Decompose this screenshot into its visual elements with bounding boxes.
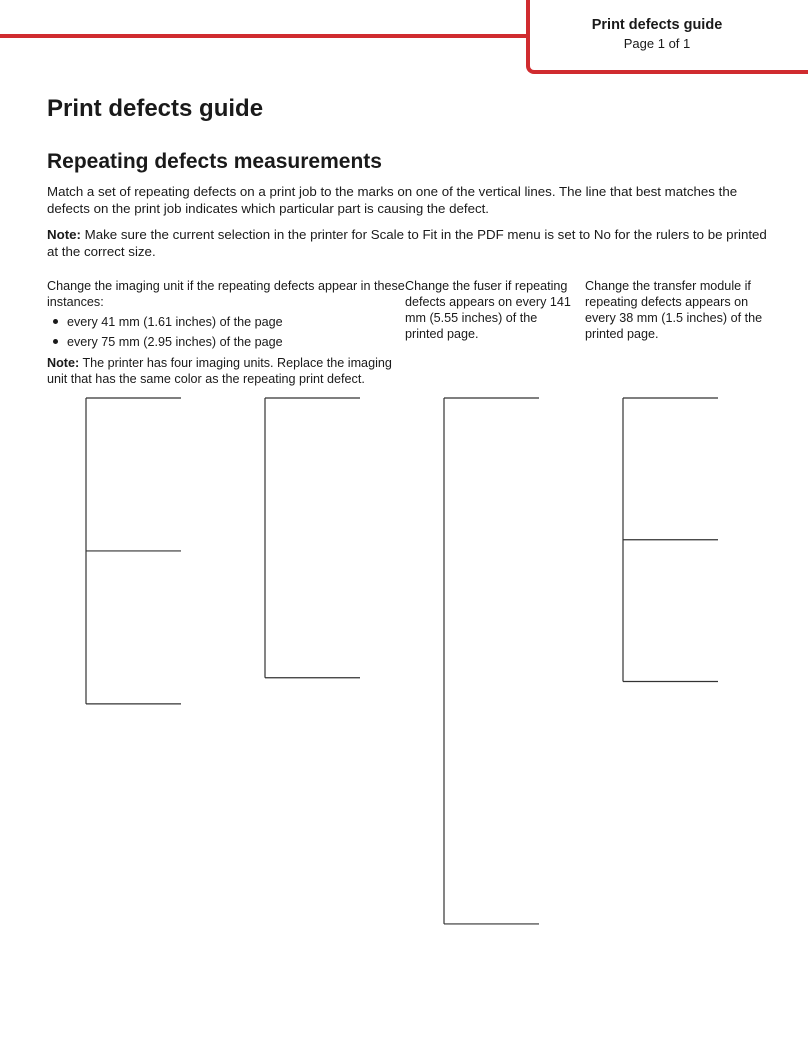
ruler-transfer-38mm — [623, 398, 718, 681]
ruler-fuser-141mm — [444, 398, 539, 924]
header-title: Print defects guide — [591, 17, 723, 33]
list-item: every 75 mm (2.95 inches) of the page — [47, 334, 405, 354]
imaging-unit-note: Note: The printer has four imaging units. Replace the imaging unit that has the same color as the repeating print defect. — [47, 356, 392, 386]
ruler-imaging-41mm — [86, 398, 181, 704]
note-text: Make sure the current selection in the printer for Scale to Fit in the PDF menu is set to No for the rulers to be printed at the correct size. — [47, 227, 767, 259]
page-number: Page 1 of 1 — [623, 36, 691, 51]
ruler-imaging-75mm — [265, 398, 360, 678]
transfer-module-text: Change the transfer module if repeating defects appears on every 38 mm (1.5 inches) of the printed page. — [585, 279, 763, 341]
section-heading: Repeating defects measurements — [47, 150, 382, 173]
document-title: Print defects guide — [47, 95, 264, 122]
note-label: Note: — [47, 227, 81, 242]
imaging-unit-text: Change the imaging unit if the repeating defects appear in these instances: — [47, 279, 405, 309]
fuser-text: Change the fuser if repeating defects appears on every 141 mm (5.55 inches) of the printed page. — [405, 279, 571, 341]
list-item: every 41 mm (1.61 inches) of the page — [47, 314, 405, 334]
intro-paragraph: Match a set of repeating defects on a print job to the marks on one of the vertical lines. The line that best matches the defects on the print job indicates which particular part is causing the defect. — [47, 184, 738, 216]
note-label: Note: — [47, 356, 80, 370]
